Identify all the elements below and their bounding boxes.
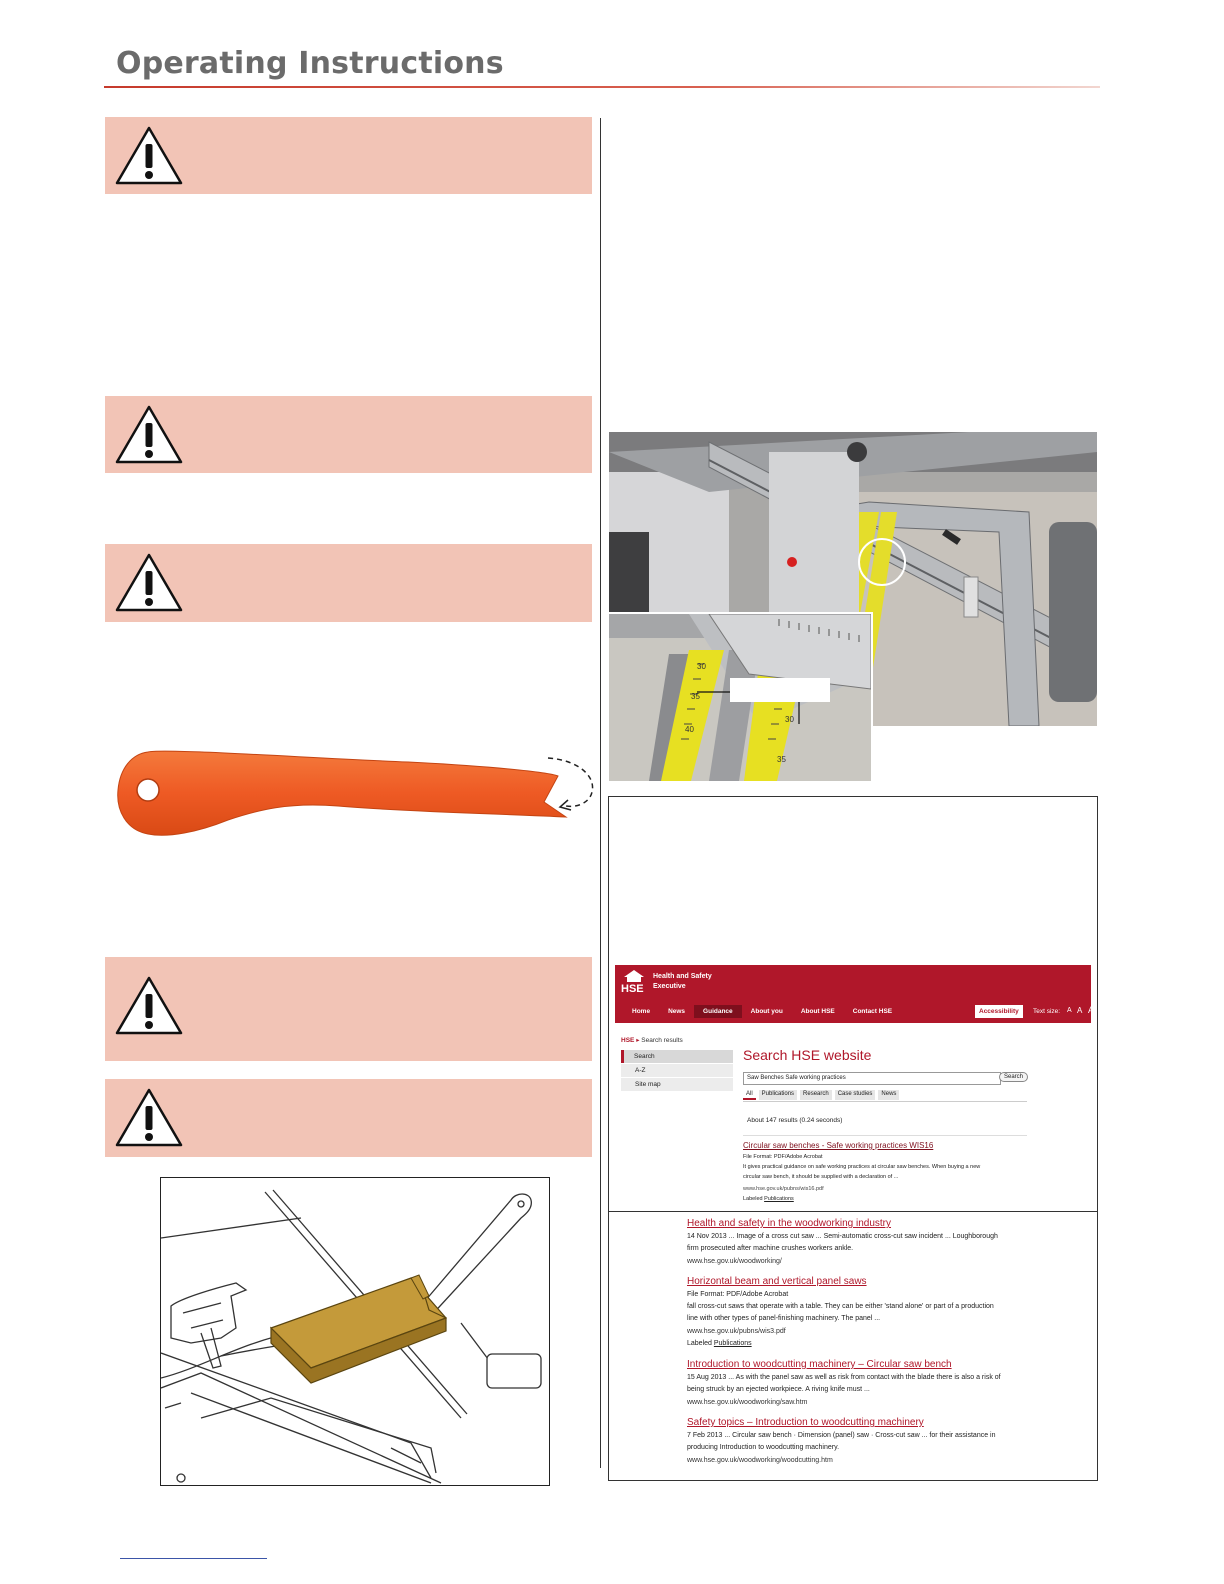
warning-triangle-icon: [114, 975, 184, 1037]
sidebar-item-a-z[interactable]: A-Z: [621, 1064, 733, 1077]
result-snippet: 7 Feb 2013 ... Circular saw bench · Dimension (panel) saw · Cross-cut saw ... for their assistance in: [687, 1432, 996, 1439]
hse-header: [615, 965, 1095, 1023]
result-title-link[interactable]: Safety topics – Introduction to woodcutting machinery: [687, 1417, 924, 1428]
filter-tabs: [743, 1090, 899, 1100]
tab-publications[interactable]: Publications: [759, 1090, 797, 1100]
result-snippet-line2: circular saw bench, it should be supplied with a declaration of ...: [743, 1174, 899, 1180]
hse-logo-text: HSE: [621, 983, 644, 995]
result-labeled-link[interactable]: Publications: [764, 1196, 794, 1202]
hse-brand-line2: Executive: [653, 983, 686, 990]
result-snippet: fall cross-cut saws that operate with a table. They can be either 'stand alone' or part of a production: [687, 1303, 994, 1310]
warning-box-3: [105, 544, 592, 622]
warning-box-2: [105, 396, 592, 473]
result-labeled-text: Labeled: [687, 1340, 712, 1347]
tab-case-studies[interactable]: Case studies: [835, 1090, 876, 1100]
footer-link-underline: [120, 1558, 267, 1559]
result-url: www.hse.gov.uk/pubns/wis3.pdf: [687, 1328, 786, 1335]
nav-about-you[interactable]: About you: [750, 1008, 783, 1015]
result-snippet: producing Introduction to woodcutting machinery.: [687, 1444, 840, 1451]
column-divider: [600, 118, 601, 1468]
result-title-link[interactable]: Horizontal beam and vertical panel saws: [687, 1276, 867, 1287]
ruler-number: 30: [785, 715, 794, 724]
result-url: www.hse.gov.uk/woodworking/: [687, 1258, 782, 1265]
text-size-label: Text size:: [1033, 1008, 1061, 1015]
warning-triangle-icon: [114, 552, 184, 614]
result-labeled-text: Labeled: [743, 1196, 763, 1202]
search-heading: Search HSE website: [743, 1047, 872, 1063]
warning-triangle-icon: [114, 125, 184, 187]
result-title-link[interactable]: Introduction to woodcutting machinery – Circular saw bench: [687, 1359, 952, 1370]
text-size-small[interactable]: A: [1067, 1007, 1072, 1014]
ruler-number: 35: [691, 692, 700, 701]
result-url: www.hse.gov.uk/woodworking/woodcutting.htm: [687, 1457, 833, 1464]
hse-logo-icon: [623, 969, 645, 983]
saw-line-drawing: [161, 1178, 549, 1485]
result-labeled: [743, 1196, 794, 1202]
more-results: [609, 1212, 1097, 1480]
search-input[interactable]: Saw Benches Safe working practices: [743, 1072, 1001, 1085]
sidebar-item-search[interactable]: Search: [621, 1050, 733, 1063]
breadcrumb-home[interactable]: HSE: [621, 1037, 635, 1044]
text-size-medium[interactable]: A: [1077, 1006, 1083, 1015]
results-count: About 147 results (0.24 seconds): [747, 1117, 843, 1124]
result-format: File Format: PDF/Adobe Acrobat: [687, 1291, 789, 1298]
result-snippet: 14 Nov 2013 ... Image of a cross cut saw ... Semi-automatic cross-cut saw incident ... Loughborough: [687, 1233, 998, 1240]
result-labeled: [687, 1340, 752, 1347]
sidebar-item-site-map[interactable]: Site map: [621, 1078, 733, 1091]
warning-triangle-icon: [114, 404, 184, 466]
ruler-number: 30: [697, 662, 706, 671]
hse-nav: [623, 1005, 901, 1018]
result-snippet: being struck by an ejected workpiece. A riving knife must ...: [687, 1386, 870, 1393]
nav-guidance[interactable]: Guidance: [694, 1005, 742, 1018]
tabs-divider: [743, 1101, 1027, 1102]
page-title: Operating Instructions: [116, 46, 504, 81]
warning-box-1: [105, 117, 592, 194]
result-snippet: firm prosecuted after machine crushes workers ankle.: [687, 1245, 854, 1252]
breadcrumb: HSE ▸ Search results: [621, 1037, 683, 1044]
nav-about-hse[interactable]: About HSE: [800, 1008, 835, 1015]
inset-scale-drawing: [609, 614, 871, 781]
search-button[interactable]: Search: [999, 1072, 1028, 1082]
accessibility-link[interactable]: Accessibility: [975, 1005, 1023, 1018]
hse-brand-line1: Health and Safety: [653, 973, 712, 980]
result-labeled-link[interactable]: Publications: [713, 1340, 752, 1347]
result-url: www.hse.gov.uk/woodworking/saw.htm: [687, 1399, 808, 1406]
result-url: www.hse.gov.uk/pubns/wis16.pdf: [743, 1186, 824, 1192]
result-snippet-line1: It gives practical guidance on safe working practices at circular saw benches. When buying a new: [743, 1164, 981, 1170]
warning-box-5: [105, 1079, 592, 1157]
result-title-link[interactable]: Health and safety in the woodworking industry: [687, 1218, 892, 1229]
tab-news[interactable]: News: [878, 1090, 899, 1100]
text-size-large[interactable]: A: [1088, 1005, 1095, 1015]
hse-screenshot-frame: [608, 796, 1098, 1481]
ruler-number: 40: [685, 725, 694, 734]
result-snippet: line with other types of panel-finishing machinery. The panel ...: [687, 1315, 881, 1322]
push-stick-illustration: [108, 740, 598, 850]
nav-contact-hse[interactable]: Contact HSE: [852, 1008, 893, 1015]
breadcrumb-current: Search results: [641, 1037, 683, 1044]
warning-triangle-icon: [114, 1087, 184, 1149]
hse-sidebar: [621, 1050, 733, 1091]
tab-research[interactable]: Research: [800, 1090, 832, 1100]
nav-home[interactable]: Home: [632, 1008, 651, 1015]
ruler-number: 35: [777, 755, 786, 764]
tab-all[interactable]: All: [743, 1090, 756, 1100]
title-rule: [104, 86, 1100, 88]
result-title-link[interactable]: Circular saw benches - Safe working practices WIS16: [743, 1141, 934, 1150]
results-divider: [743, 1135, 1027, 1136]
inset-scale-photo: [609, 612, 873, 781]
result-snippet: 15 Aug 2013 ... As with the panel saw as well as risk from contact with the blade there is also a risk of: [687, 1374, 1001, 1381]
warning-box-4: [105, 957, 592, 1061]
result-format: File Format: PDF/Adobe Acrobat: [743, 1154, 823, 1160]
saw-push-stick-drawing: [160, 1177, 550, 1486]
nav-news[interactable]: News: [668, 1008, 686, 1015]
